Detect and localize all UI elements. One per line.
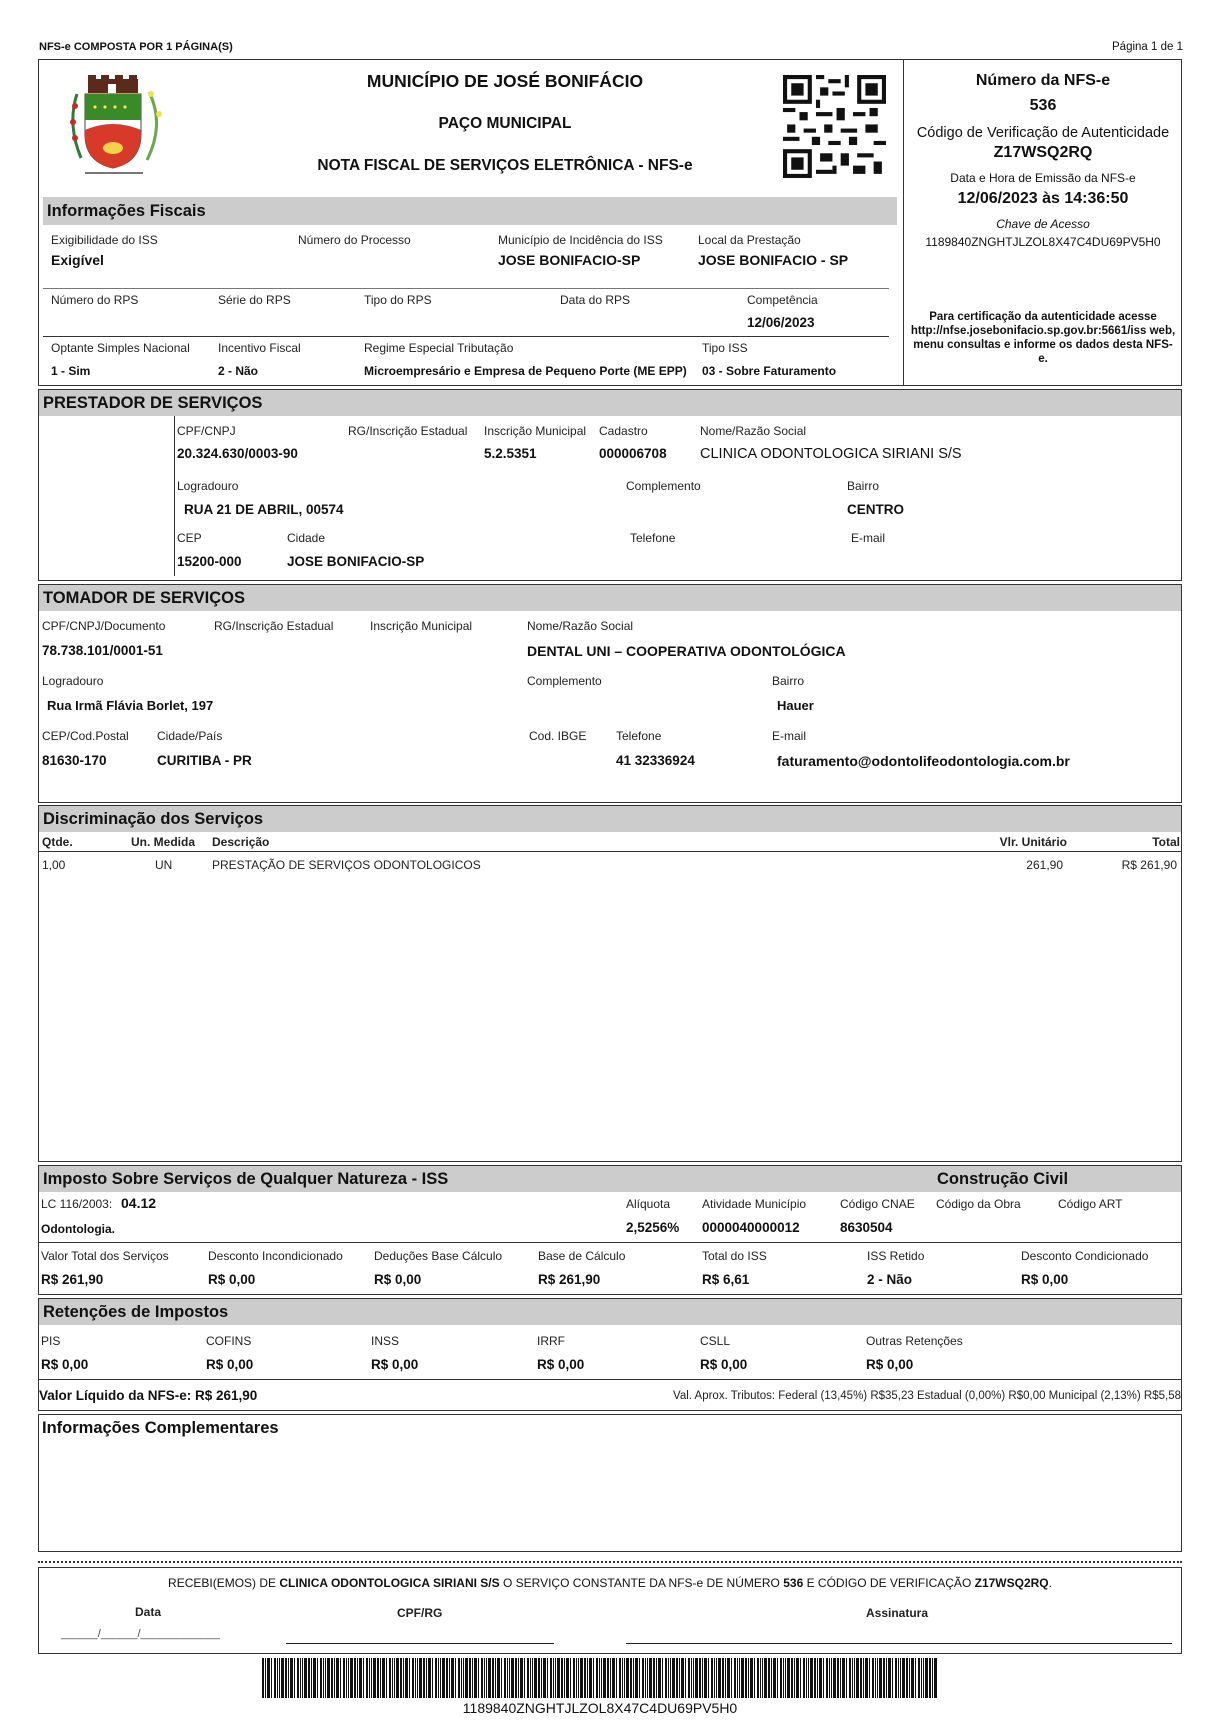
simples-value: 1 - Sim: [51, 364, 91, 378]
cofins-label: COFINS: [206, 1334, 252, 1348]
regime-value: Microempresário e Empresa de Pequeno Porte (ME EPP): [364, 364, 687, 378]
tomador-telefone: 41 32336924: [616, 753, 695, 768]
col-total: Total: [1152, 835, 1180, 849]
recibo-data-field[interactable]: ______/______/_____________: [61, 1628, 221, 1640]
divider: [43, 288, 889, 289]
col-unitario: Vlr. Unitário: [999, 835, 1067, 849]
prestador-cadastro-label: Cadastro: [599, 424, 648, 438]
tipo-iss-label: Tipo ISS: [702, 341, 748, 355]
prestador-logradouro-label: Logradouro: [177, 479, 239, 493]
mun-incidencia-label: Município de Incidência do ISS: [498, 233, 663, 247]
prestador-cadastro: 000006708: [599, 446, 667, 461]
row-qtde: 1,00: [42, 858, 66, 872]
prestador-cidade-label: Cidade: [287, 531, 326, 545]
prestador-complemento-label: Complemento: [626, 479, 701, 493]
tomador-complemento-label: Complemento: [527, 674, 602, 688]
retencoes-header: Retenções de Impostos: [39, 1299, 1181, 1325]
deducoes-label: Deduções Base Cálculo: [374, 1249, 503, 1263]
prestador-im-label: Inscrição Municipal: [484, 424, 587, 438]
recibo-assinatura-line[interactable]: [626, 1643, 1172, 1644]
base-value: R$ 261,90: [538, 1272, 601, 1287]
rps-serie-label: Série do RPS: [218, 293, 291, 307]
irrf-label: IRRF: [537, 1334, 565, 1348]
recibo-statement: [38, 1576, 1182, 1590]
divider: [39, 1242, 1181, 1243]
simples-label: Optante Simples Nacional: [51, 341, 190, 355]
prestador-bairro-label: Bairro: [847, 479, 880, 493]
aliquota-value: 2,5256%: [626, 1220, 680, 1235]
prestador-bairro: CENTRO: [847, 502, 904, 517]
tipo-iss-value: 03 - Sobre Faturamento: [702, 364, 837, 378]
total-iss-label: Total do ISS: [702, 1249, 767, 1263]
valor-total-value: R$ 261,90: [41, 1272, 104, 1287]
tomador-cep: 81630-170: [42, 753, 107, 768]
tomador-nome: DENTAL UNI – COOPERATIVA ODONTOLÓGICA: [527, 643, 846, 659]
desc-incond-value: R$ 0,00: [208, 1272, 256, 1287]
recibo-prestador: CLINICA ODONTOLOGICA SIRIANI S/S: [279, 1576, 500, 1590]
obra-label: Código da Obra: [936, 1197, 1021, 1211]
tomador-telefone-label: Telefone: [616, 729, 662, 743]
tomador-rg-label: RG/Inscrição Estadual: [214, 619, 334, 633]
deducoes-value: R$ 0,00: [374, 1272, 422, 1287]
construcao-civil-header: Construção Civil: [937, 1170, 1069, 1188]
iss-retido-label: ISS Retido: [867, 1249, 925, 1263]
tributos-aproximados: Val. Aprox. Tributos: Federal (13,45%) R$35,23 Estadual (0,00%) R$0,00 Municipal (2,13%) R$5,58: [673, 1390, 1181, 1402]
complementares-header: Informações Complementares: [42, 1419, 279, 1437]
local-label: Local da Prestação: [698, 233, 801, 247]
tomador-logradouro: Rua Irmã Flávia Borlet, 197: [47, 698, 214, 713]
recibo-codigo: Z17WSQ2RQ: [974, 1576, 1049, 1590]
inss-value: R$ 0,00: [371, 1357, 419, 1372]
valor-liquido: Valor Líquido da NFS-e: R$ 261,90: [39, 1388, 258, 1403]
processo-label: Número do Processo: [298, 233, 411, 247]
tomador-bairro-label: Bairro: [772, 674, 805, 688]
competencia-label: Competência: [747, 293, 818, 307]
lc-value: 04.12: [121, 1195, 157, 1211]
prestador-nome: CLINICA ODONTOLOGICA SIRIANI S/S: [700, 446, 962, 462]
prestador-cidade: JOSE BONIFACIO-SP: [287, 554, 425, 569]
page-number: Página 1 de 1: [1112, 41, 1183, 53]
emission-label: Data e Hora de Emissão da NFS-e: [950, 171, 1136, 185]
office-title: PAÇO MUNICIPAL: [438, 115, 572, 132]
pis-value: R$ 0,00: [41, 1357, 89, 1372]
cofins-value: R$ 0,00: [206, 1357, 254, 1372]
recibo-cpf-label: CPF/RG: [397, 1606, 443, 1620]
prestador-im: 5.2.5351: [484, 446, 537, 461]
desc-cond-label: Desconto Condicionado: [1021, 1249, 1149, 1263]
composition-note: NFS-e COMPOSTA POR 1 PÁGINA(S): [39, 41, 233, 53]
row-total: R$ 261,90: [1121, 858, 1177, 872]
cnae-value: 8630504: [840, 1220, 893, 1235]
iss-retido-value: 2 - Não: [867, 1272, 913, 1287]
certification-note: Para certificação da autenticidade acesse http://nfse.josebonifacio.sp.gov.br:5661/iss web, menu consultas e informe os dados desta NFS-e.: [910, 311, 1176, 365]
divider: [39, 851, 1181, 852]
row-unitario: 261,90: [1026, 858, 1063, 872]
csll-label: CSLL: [700, 1334, 731, 1348]
prestador-rg-label: RG/Inscrição Estadual: [348, 424, 468, 438]
tomador-doc: 78.738.101/0001-51: [42, 643, 163, 658]
lc-label: LC 116/2003:: [41, 1197, 113, 1211]
recibo-mid2: E CÓDIGO DE VERIFICAÇÃO: [803, 1576, 975, 1590]
recibo-prefix: RECEBI(EMOS) DE: [168, 1576, 280, 1590]
col-qtde: Qtde.: [42, 835, 73, 849]
incentivo-label: Incentivo Fiscal: [218, 341, 301, 355]
mun-incidencia-value: JOSE BONIFACIO-SP: [498, 252, 641, 268]
recibo-cpf-line[interactable]: [286, 1643, 554, 1644]
atividade-label: Atividade Município: [702, 1197, 807, 1211]
emission-datetime: 12/06/2023 às 14:36:50: [957, 190, 1129, 207]
art-label: Código ART: [1058, 1197, 1123, 1211]
atividade-value: 0000040000012: [702, 1220, 800, 1235]
rps-tipo-label: Tipo do RPS: [364, 293, 432, 307]
divider: [43, 336, 889, 337]
recibo-mid: O SERVIÇO CONSTANTE DA NFS-e DE NÚMERO: [499, 1576, 784, 1590]
prestador-divider: [174, 416, 175, 576]
desc-cond-value: R$ 0,00: [1021, 1272, 1069, 1287]
regime-label: Regime Especial Tributação: [364, 341, 514, 355]
base-label: Base de Cálculo: [538, 1249, 626, 1263]
exig-label: Exigibilidade do ISS: [51, 233, 158, 247]
incentivo-value: 2 - Não: [218, 364, 259, 378]
lc-description: Odontologia.: [41, 1222, 115, 1236]
csll-value: R$ 0,00: [700, 1357, 748, 1372]
cnae-label: Código CNAE: [840, 1197, 915, 1211]
prestador-logradouro: RUA 21 DE ABRIL, 00574: [184, 502, 344, 517]
barcode-icon: [262, 1658, 938, 1698]
verification-label: Código de Verificação de Autenticidade: [916, 125, 1170, 141]
coat-of-arms-icon: [55, 74, 175, 178]
prestador-cep: 15200-000: [177, 554, 242, 569]
competencia-value: 12/06/2023: [747, 315, 815, 330]
rps-number-label: Número do RPS: [51, 293, 139, 307]
divider: [39, 1379, 1181, 1380]
outras-value: R$ 0,00: [866, 1357, 914, 1372]
local-value: JOSE BONIFACIO - SP: [698, 252, 849, 268]
tomador-ibge-label: Cod. IBGE: [529, 729, 587, 743]
tomador-email-label: E-mail: [772, 729, 807, 743]
valor-total-label: Valor Total dos Serviços: [41, 1249, 169, 1263]
access-key-label: Chave de Acesso: [996, 217, 1090, 231]
prestador-nome-label: Nome/Razão Social: [700, 424, 807, 438]
tomador-email: faturamento@odontolifeodontologia.com.br: [777, 753, 1070, 769]
inss-label: INSS: [371, 1334, 400, 1348]
prestador-header: PRESTADOR DE SERVIÇOS: [39, 390, 1181, 416]
row-descricao: PRESTAÇÃO DE SERVIÇOS ODONTOLOGICOS: [212, 858, 481, 872]
aliquota-label: Alíquota: [626, 1197, 671, 1211]
tomador-cep-label: CEP/Cod.Postal: [42, 729, 129, 743]
barcode-text: 1189840ZNGHTJLZOL8X47C4DU69PV5H0: [462, 1700, 738, 1716]
tomador-box: [38, 584, 1182, 803]
tomador-bairro: Hauer: [777, 698, 814, 713]
prestador-cep-label: CEP: [177, 531, 202, 545]
prestador-cnpj-label: CPF/CNPJ: [177, 424, 236, 438]
prestador-email-label: E-mail: [851, 531, 886, 545]
servicos-header: Discriminação dos Serviços: [39, 806, 1181, 832]
desc-incond-label: Desconto Incondicionado: [208, 1249, 343, 1263]
iss-header: Imposto Sobre Serviços de Qualquer Natureza - ISS: [39, 1166, 1181, 1192]
cut-line: [38, 1561, 1182, 1563]
tomador-logradouro-label: Logradouro: [42, 674, 104, 688]
recibo-numero: 536: [783, 1576, 804, 1590]
document-title: NOTA FISCAL DE SERVIÇOS ELETRÔNICA - NFS-e: [317, 157, 693, 174]
qr-code-icon: [783, 75, 886, 178]
fiscal-info-header: Informações Fiscais: [43, 197, 897, 225]
tomador-nome-label: Nome/Razão Social: [527, 619, 634, 633]
tomador-cidade: CURITIBA - PR: [157, 753, 252, 768]
total-iss-value: R$ 6,61: [702, 1272, 750, 1287]
outras-label: Outras Retenções: [866, 1334, 963, 1348]
tomador-doc-label: CPF/CNPJ/Documento: [42, 619, 166, 633]
tomador-header: TOMADOR DE SERVIÇOS: [39, 585, 1181, 611]
tomador-im-label: Inscrição Municipal: [370, 619, 473, 633]
municipality-title: MUNICÍPIO DE JOSÉ BONIFÁCIO: [366, 71, 644, 91]
tomador-cidade-label: Cidade/País: [157, 729, 223, 743]
nfse-number-label: Número da NFS-e: [975, 72, 1111, 89]
irrf-value: R$ 0,00: [537, 1357, 585, 1372]
col-un-medida: Un. Medida: [131, 835, 196, 849]
verification-code: Z17WSQ2RQ: [993, 144, 1093, 161]
recibo-suffix: .: [1048, 1576, 1052, 1590]
nfse-number: 536: [1029, 97, 1057, 114]
pis-label: PIS: [41, 1334, 61, 1348]
recibo-assinatura-label: Assinatura: [866, 1606, 929, 1620]
row-un: UN: [155, 858, 173, 872]
access-key: 1189840ZNGHTJLZOL8X47C4DU69PV5H0: [925, 235, 1161, 249]
prestador-telefone-label: Telefone: [630, 531, 676, 545]
rps-data-label: Data do RPS: [560, 293, 631, 307]
prestador-cnpj: 20.324.630/0003-90: [177, 446, 298, 461]
recibo-data-label: Data: [135, 1605, 162, 1619]
col-descricao: Descrição: [212, 835, 270, 849]
exig-value: Exigível: [51, 252, 104, 268]
